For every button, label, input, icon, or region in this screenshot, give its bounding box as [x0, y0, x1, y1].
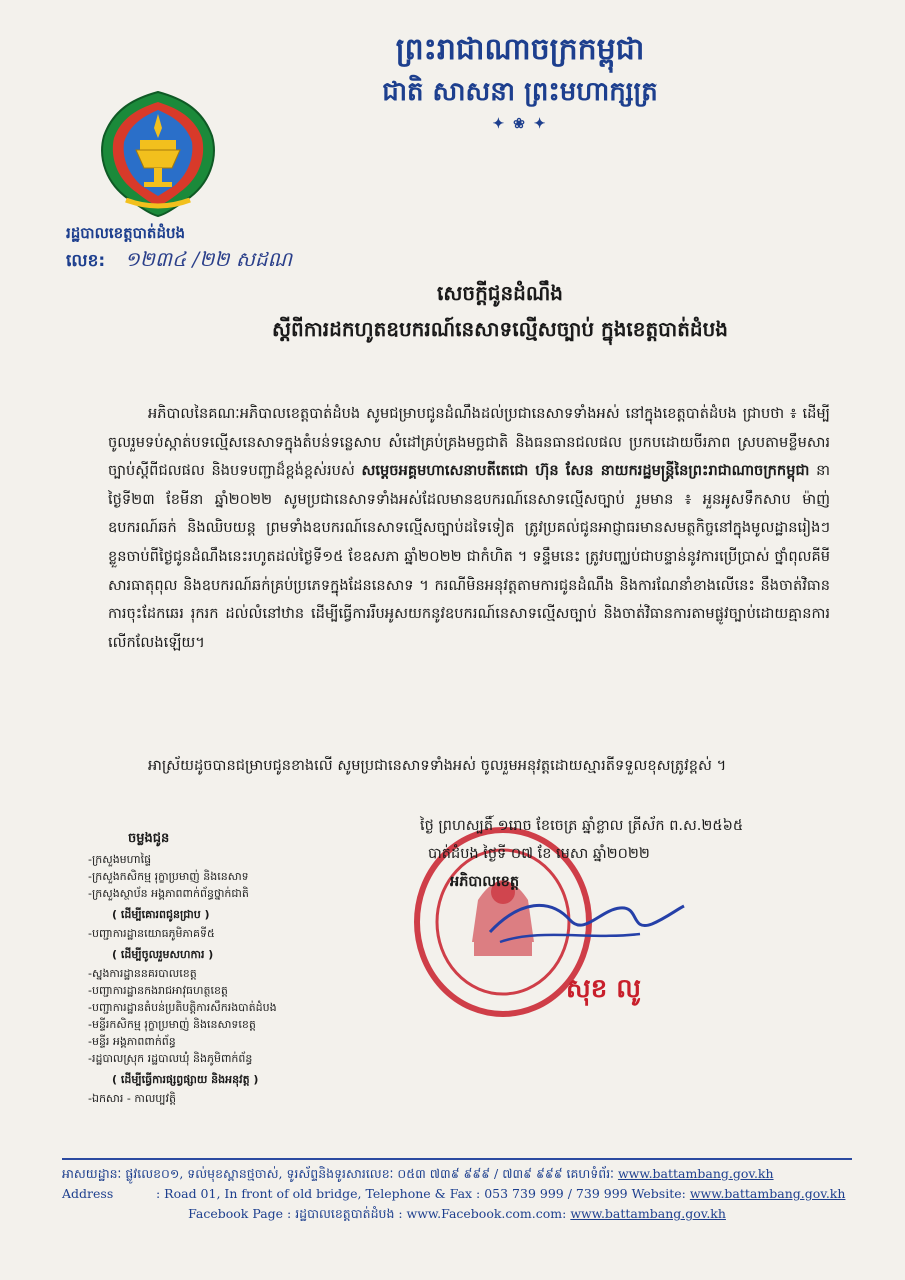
- issuing-authority: រដ្ឋបាលខេត្តបាត់ដំបង: [66, 224, 186, 242]
- footer-address-label: Address: [62, 1186, 114, 1201]
- footer-divider: [62, 1158, 852, 1160]
- footer-khmer-address: អាសយដ្ឋានៈ ផ្លូវលេខ០១, ទល់មុខស្ពានថ្មចាស់, ទូរស័ព្ទនិងទូរសារលេខៈ ០៥៣ ៧៣៩ ៩៩៩ / ៧៣៩ ៩៩៩ គេហទំព័រៈ: [62, 1166, 614, 1181]
- website-link-facebook[interactable]: www.battambang.gov.kh: [570, 1206, 726, 1221]
- footer-row-english: [62, 1184, 852, 1204]
- distribution-note: ( ដើម្បីចូលរួមសហការ ): [112, 948, 214, 961]
- distribution-note: ( ដើម្បីគោរពជូនជ្រាប ): [112, 908, 210, 921]
- distribution-item: -មន្ទីរកសិកម្ម រុក្ខាប្រមាញ់ និងនេសាទខេត្ត: [88, 1018, 256, 1031]
- distribution-item: -បញ្ជាការដ្ឋានកងរាជអាវុធហត្ថខេត្ត: [88, 984, 228, 997]
- footer-facebook-label: Facebook Page : រដ្ឋបាលខេត្តបាត់ដំបង : www.Facebook.com.com:: [188, 1206, 567, 1221]
- solar-date: បាត់ដំបង ថ្ងៃទី ០៧ ខែ មេសា ឆ្នាំ២០២២: [428, 846, 650, 862]
- distribution-item: -ក្រសួងមហាផ្ទៃ: [88, 853, 152, 866]
- body-text-part2: នាថ្ងៃទី២៣ ខែមីនា ឆ្នាំ២០២២ សូមប្រជានេសាទទាំងអស់ដែលមានឧបករណ៍នេសាទល្មើសច្បាប់ រួមមាន ៖ អួនអូសទឹកសាប ម៉ាញ់ ឧបករណ៍ឆក់ និងឈិបយន្ត ព្រមទាំងឧបករណ៍នេសាទល្មើសច្បាប់ដទៃទៀត ត្រូវប្រគល់ជូនអាជ្ញាធរមានសមត្ថកិច្ចនៅក្នុងមូលដ្ឋានរៀងៗខ្លួនចាប់ពីថ្ងៃជូនដំណឹងនេះរហូតដល់ថ្ងៃទី១៥ ខែឧសភា ឆ្នាំ២០២២ ជាកំហិត ។ ទន្ទឹមនេះ ត្រូវបញ្ឈប់ជាបន្ទាន់នូវការប្រើប្រាស់ ថ្នាំពុលគីមី សារធាតុពុល និងឧបករណ៍ឆក់គ្រប់ប្រភេទក្នុងដែននេសាទ ។ ករណីមិនអនុវត្តតាមការជូនដំណឹង និងការណែនាំខាងលើនេះ នឹងចាត់វិធានការចុះដែកឆេរ រុករក ដល់លំនៅឋាន ដើម្បីធ្វើការរឹបអូសយកនូវឧបករណ៍នេសាទល្មើសច្បាប់ និងចាត់វិធានការតាមផ្លូវច្បាប់ដោយគ្មានការលើកលែងឡើយ។: [108, 462, 830, 651]
- footer-row-facebook: [62, 1204, 852, 1224]
- distribution-item: -ក្រសួងកសិកម្ម រុក្ខាប្រមាញ់ និងនេសាទ: [88, 870, 249, 883]
- distribution-item: -ឯកសារ - កាលប្បវត្តិ: [88, 1092, 177, 1105]
- kingdom-title: ព្រះរាជាណាចក្រកម្ពុជា: [395, 32, 645, 67]
- distribution-note: ( ដើម្បីធ្វើការផ្សព្វផ្សាយ និងអនុវត្ត ): [112, 1073, 259, 1086]
- distribution-heading: ចម្លងជូន: [128, 831, 170, 846]
- closing-paragraph: អាស្រ័យដូចបានជម្រាបជូនខាងលើ សូមប្រជានេសាទទាំងអស់ ចូលរួមអនុវត្តដោយស្មារតីទទួលខុសត្រូវខ្ពស់ ។: [148, 757, 727, 774]
- signatory-title: អភិបាលខេត្ត: [450, 874, 520, 890]
- document-subject: ស្ដីពីការដកហូតឧបករណ៍នេសាទល្មើសច្បាប់ ក្នុងខេត្តបាត់ដំបង: [272, 317, 728, 341]
- body-bold-name: សម្ដេចអគ្គមហាសេនាបតីតេជោ ហ៊ុន សែន នាយករដ្ឋមន្ត្រីនៃព្រះរាជាណាចក្រកម្ពុជា: [361, 462, 810, 480]
- kingdom-header: [300, 28, 740, 132]
- handwritten-signature: [480, 880, 690, 960]
- distribution-item: -មន្ទីរ អង្គភាពពាក់ព័ន្ធ: [88, 1035, 176, 1048]
- reference-number: [66, 246, 292, 276]
- distribution-item: -ស្នងការដ្ឋាននគរបាលខេត្ត: [88, 967, 197, 980]
- signatory-name: សុខ លូ: [566, 974, 642, 1004]
- body-text-part1: អភិបាលនៃគណៈអភិបាលខេត្តបាត់ដំបង សូមជម្រាបជូនដំណឹងដល់ប្រជានេសាទទាំងអស់ នៅក្នុងខេត្តបាត់ដំបង ជ្រាបថា ៖ ដើម្បីចូលរួមទប់ស្កាត់បទល្មើសនេសាទក្នុងតំបន់ទន្លេសាប សំដៅគ្រប់គ្រងមច្ឆជាតិ និងធនធានជលផល ប្រកបដោយចីរភាព ស្របតាមខ្លឹមសារច្បាប់ស្ដីពីជលផល និងបទបញ្ជាដ៏ខ្ពង់ខ្ពស់របស់: [108, 405, 830, 480]
- distribution-list: [88, 830, 358, 1107]
- footer-english-address: : Road 01, In front of old bridge, Telephone & Fax : 053 739 999 / 739 999 Website:: [156, 1186, 686, 1201]
- lunar-date: ថ្ងៃ ព្រហស្បតិ៍ ១រោច ខែចេត្រ ឆ្នាំខ្លាល ត្រីស័ក ព.ស.២៥៦៥: [420, 818, 744, 834]
- website-link-english[interactable]: www.battambang.gov.kh: [689, 1186, 846, 1201]
- reference-label: លេខ:: [66, 251, 106, 271]
- footer-row-khmer: [62, 1164, 852, 1184]
- distribution-item: -រដ្ឋបាលស្រុក រដ្ឋបាលឃុំ និងភូមិពាក់ព័ន្ធ: [88, 1052, 253, 1065]
- provincial-seal-logo: [96, 88, 220, 218]
- distribution-item: -ក្រសួងស្ថាប័ន អង្គភាពពាក់ព័ន្ធថ្នាក់ជាតិ: [88, 887, 249, 900]
- distribution-item: -បញ្ជាការដ្ឋានតំបន់ប្រតិបត្តិការសឹករងបាត់ដំបង: [88, 1001, 277, 1014]
- distribution-item: -បញ្ជាការដ្ឋានយោធភូមិភាគទី៥: [88, 927, 215, 940]
- document-title: សេចក្ដីជូនដំណឹង: [437, 281, 563, 305]
- footer-contact: [62, 1164, 852, 1224]
- national-motto: ជាតិ សាសនា ព្រះមហាក្សត្រ: [382, 77, 658, 107]
- notice-body: [108, 400, 830, 657]
- reference-value: ១២៣៤ /២២ សដណ: [124, 247, 292, 271]
- website-link-khmer[interactable]: www.battambang.gov.kh: [617, 1166, 774, 1181]
- header-ornament: ✦ ❀ ✦: [492, 116, 548, 132]
